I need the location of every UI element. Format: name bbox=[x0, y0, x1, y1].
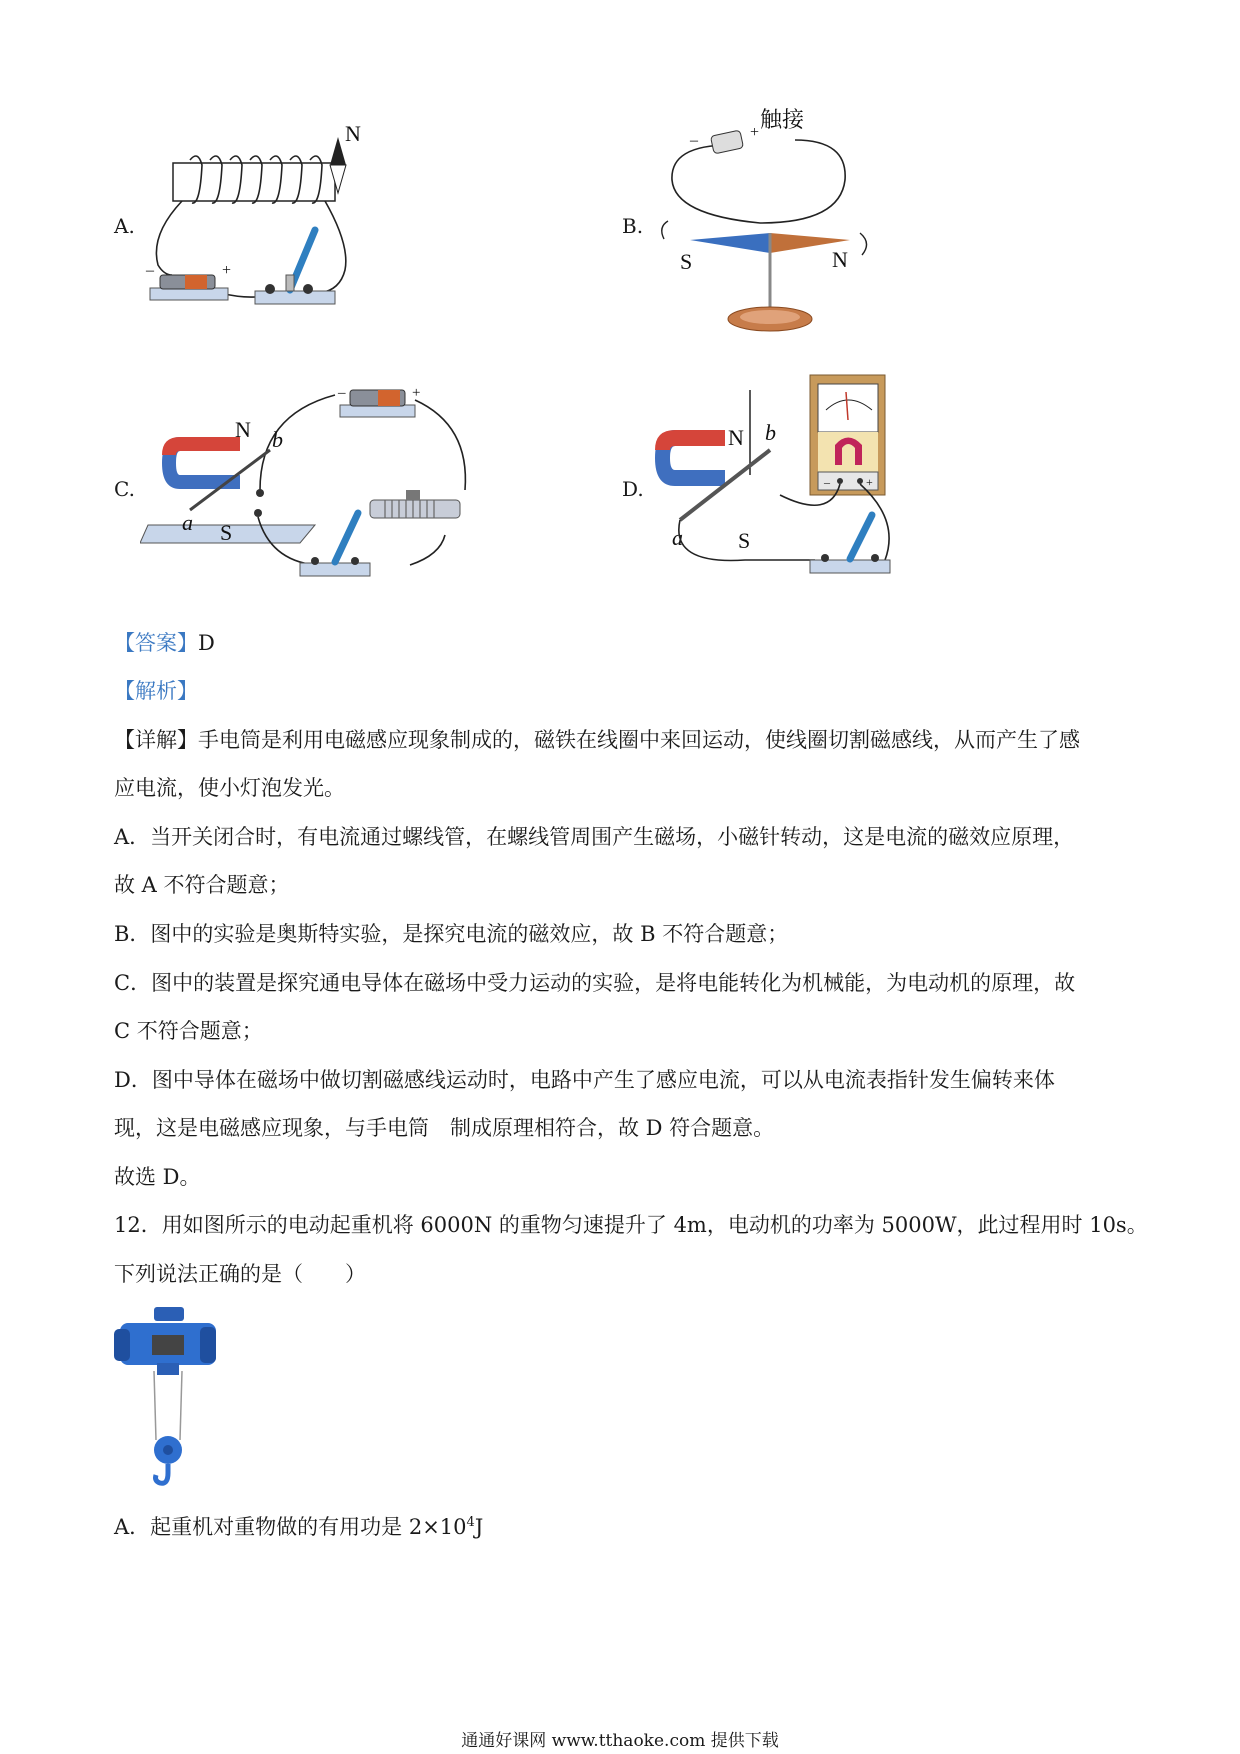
answer-label: 答案 bbox=[135, 631, 177, 655]
svg-text:+: + bbox=[222, 262, 232, 279]
detail-line-9: 现，这是电磁感应现象，与手电筒 制成原理相符合，故 D 符合题意。 bbox=[114, 1116, 775, 1140]
svg-text:–: – bbox=[824, 475, 830, 489]
detail-line-10: 故选 D。 bbox=[114, 1165, 201, 1189]
option-a-line bbox=[114, 1512, 483, 1542]
option-a-unit: J bbox=[474, 1515, 484, 1539]
figure-d-pole-n: N bbox=[728, 425, 744, 450]
detail-line-5: B．图中的实验是奥斯特实验，是探究电流的磁效应，故 B 不符合题意； bbox=[114, 922, 789, 946]
figure-b-label: B. bbox=[622, 214, 644, 238]
svg-text:+: + bbox=[412, 385, 421, 401]
detail-line-1: 【详解】手电筒是利用电磁感应现象制成的，磁铁在线圈中来回运动，使线圈切割磁感线，从而产生了感 bbox=[114, 728, 1080, 752]
figure-d-induction-apparatus bbox=[650, 370, 920, 600]
answer-line bbox=[114, 628, 215, 658]
question-12-line-1: 12．用如图所示的电动起重机将 6000N 的重物匀速提升了 4m，电动机的功率为 5000W，此过程用时 10s。 bbox=[114, 1213, 1148, 1237]
detail-line-2: 应电流，使小灯泡发光。 bbox=[114, 776, 345, 800]
figure-c-point-a: a bbox=[182, 510, 193, 535]
detail-line-6: C．图中的装置是探究通电导体在磁场中受力运动的实验，是将电能转化为机械能，为电动机的原理，故 bbox=[114, 971, 1076, 995]
figure-c-pole-n: N bbox=[235, 417, 251, 442]
svg-text:+: + bbox=[866, 475, 873, 489]
figure-b-pole-n: N bbox=[832, 247, 848, 272]
detail-line-3: A．当开关闭合时，有电流通过螺线管，在螺线管周围产生磁场，小磁针转动，这是电流的磁效应原理， bbox=[114, 825, 1075, 849]
figure-a-label: A. bbox=[114, 214, 135, 238]
analysis-bracket-open: 【 bbox=[114, 679, 135, 703]
svg-text:+: + bbox=[750, 124, 760, 141]
figure-d-point-a: a bbox=[672, 525, 683, 550]
answer-value: D bbox=[198, 631, 215, 655]
option-a-exponent: 4 bbox=[466, 1515, 475, 1530]
answer-bracket-open: 【 bbox=[114, 631, 135, 655]
figure-c-pole-s: S bbox=[220, 520, 233, 545]
figure-c-label: C. bbox=[114, 477, 135, 501]
figure-c-point-b: b bbox=[272, 427, 283, 452]
figure-b-pole-s: S bbox=[680, 249, 693, 274]
crane-figure bbox=[112, 1305, 222, 1490]
question-12-line-2: 下列说法正确的是（ ） bbox=[114, 1262, 366, 1286]
detail-line-4: 故 A 不符合题意； bbox=[114, 873, 290, 897]
detail-line-7: C 不符合题意； bbox=[114, 1019, 263, 1043]
svg-text:–: – bbox=[338, 385, 346, 401]
option-a-text: A．起重机对重物做的有用功是 2×10 bbox=[114, 1515, 467, 1539]
figure-d-pole-s: S bbox=[738, 528, 751, 553]
detail-line-8: D．图中导体在磁场中做切割磁感线运动时，电路中产生了感应电流，可以从电流表指针发生偏转来体 bbox=[114, 1068, 1055, 1092]
figure-d-point-b: b bbox=[765, 420, 776, 445]
figure-b-oersted-experiment bbox=[650, 105, 890, 345]
figure-d-label: D. bbox=[622, 477, 644, 501]
figure-a-compass-n: N bbox=[345, 125, 361, 146]
figure-b-contact-text: 触接 bbox=[760, 107, 805, 132]
analysis-bracket-close: 】 bbox=[177, 679, 198, 703]
figure-c-motor-apparatus bbox=[140, 385, 510, 585]
svg-text:–: – bbox=[146, 262, 154, 279]
analysis-heading bbox=[114, 676, 198, 706]
svg-text:–: – bbox=[690, 132, 698, 149]
analysis-label: 解析 bbox=[135, 679, 177, 703]
figure-a-solenoid-circuit bbox=[140, 125, 410, 325]
page-footer: 通通好课网 www.tthaoke.com 提供下载 bbox=[461, 1731, 779, 1751]
answer-bracket-close: 】 bbox=[177, 631, 198, 655]
